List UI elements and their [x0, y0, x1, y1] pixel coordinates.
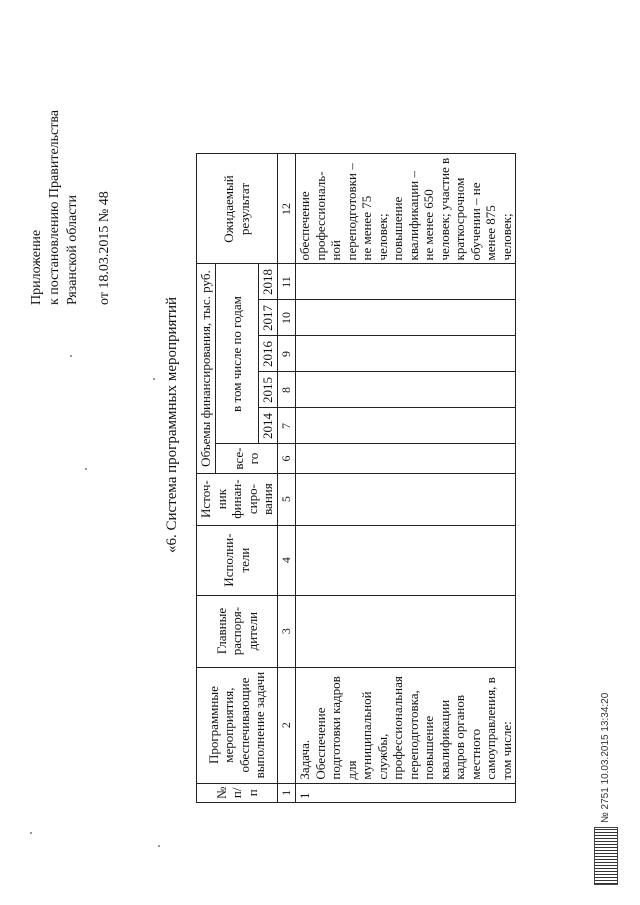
column-number: 12 [277, 154, 296, 264]
column-number: 7 [277, 408, 296, 444]
column-number: 2 [277, 667, 296, 783]
header-year: 2018 [259, 264, 278, 300]
header-year: 2016 [259, 336, 278, 372]
scan-speck [70, 355, 72, 357]
appendix-label: Приложение [29, 229, 44, 305]
cell-2015 [296, 372, 516, 408]
header-year: 2017 [259, 300, 278, 336]
barcode-icon [594, 827, 618, 885]
column-number: 5 [277, 473, 296, 525]
header-funding-volume: Объемы финансирования, тыс. руб. [197, 264, 216, 473]
column-number: 8 [277, 372, 296, 408]
cell-2016 [296, 336, 516, 372]
header-by-years: в том числе по годам [215, 264, 259, 444]
row-number: 1 [296, 783, 516, 802]
header-measures: Программные мероприятия, обеспечивающие выполнение задачи [197, 667, 278, 783]
header-year: 2015 [259, 372, 278, 408]
cell-total [296, 444, 516, 473]
registration-number: № 2751 10.03.2015 13:34:20 [600, 692, 611, 823]
header-executors: Исполни-тели [197, 525, 278, 595]
column-number: 11 [277, 264, 296, 300]
column-number-row [277, 154, 296, 803]
scan-speck [153, 378, 155, 380]
scan-speck [158, 845, 160, 847]
cell-2014 [296, 408, 516, 444]
cell-managers [296, 595, 516, 667]
scan-speck [30, 832, 32, 834]
header-year: 2014 [259, 408, 278, 444]
column-number: 9 [277, 336, 296, 372]
scan-speck [85, 468, 87, 470]
column-number: 6 [277, 444, 296, 473]
cell-2017 [296, 300, 516, 336]
header-number: № п/п [197, 783, 278, 802]
region-name: Рязанской области [65, 194, 80, 305]
cell-2018 [296, 264, 516, 300]
expected-result: обеспечение профессиональ-ной переподготовки – не менее 75 человек; повышение квалификации – не менее 650 человек; участие в краткосрочном обучении – не менее 875 человек; [296, 154, 516, 264]
cell-source [296, 473, 516, 525]
task-description: Задача. Обеспечение подготовки кадров для муниципальной службы, профессиональная переподготовка, повышение квалификации кадров органов местного самоуправления, в том числе: [296, 667, 516, 783]
column-number: 4 [277, 525, 296, 595]
resolution-date: от 18.03.2015 № 48 [97, 191, 112, 305]
column-number: 3 [277, 595, 296, 667]
header-row-1 [197, 154, 216, 803]
cell-executors [296, 525, 516, 595]
header-managers: Главные распоря-дители [197, 595, 278, 667]
resolution-reference: к постановлению Правительства [47, 109, 62, 305]
program-measures-table [196, 154, 516, 804]
header-expected-result: Ожидаемый результат [197, 154, 278, 264]
column-number: 10 [277, 300, 296, 336]
section-title: «6. Система программных мероприятий [164, 296, 180, 554]
header-total: все-го [215, 444, 277, 473]
column-number: 1 [277, 783, 296, 802]
header-funding-source: Источ-ник финан-сиро-вания [197, 473, 278, 525]
appendix-header [28, 5, 114, 305]
registration-stamp [590, 545, 620, 885]
table-row [296, 154, 516, 803]
